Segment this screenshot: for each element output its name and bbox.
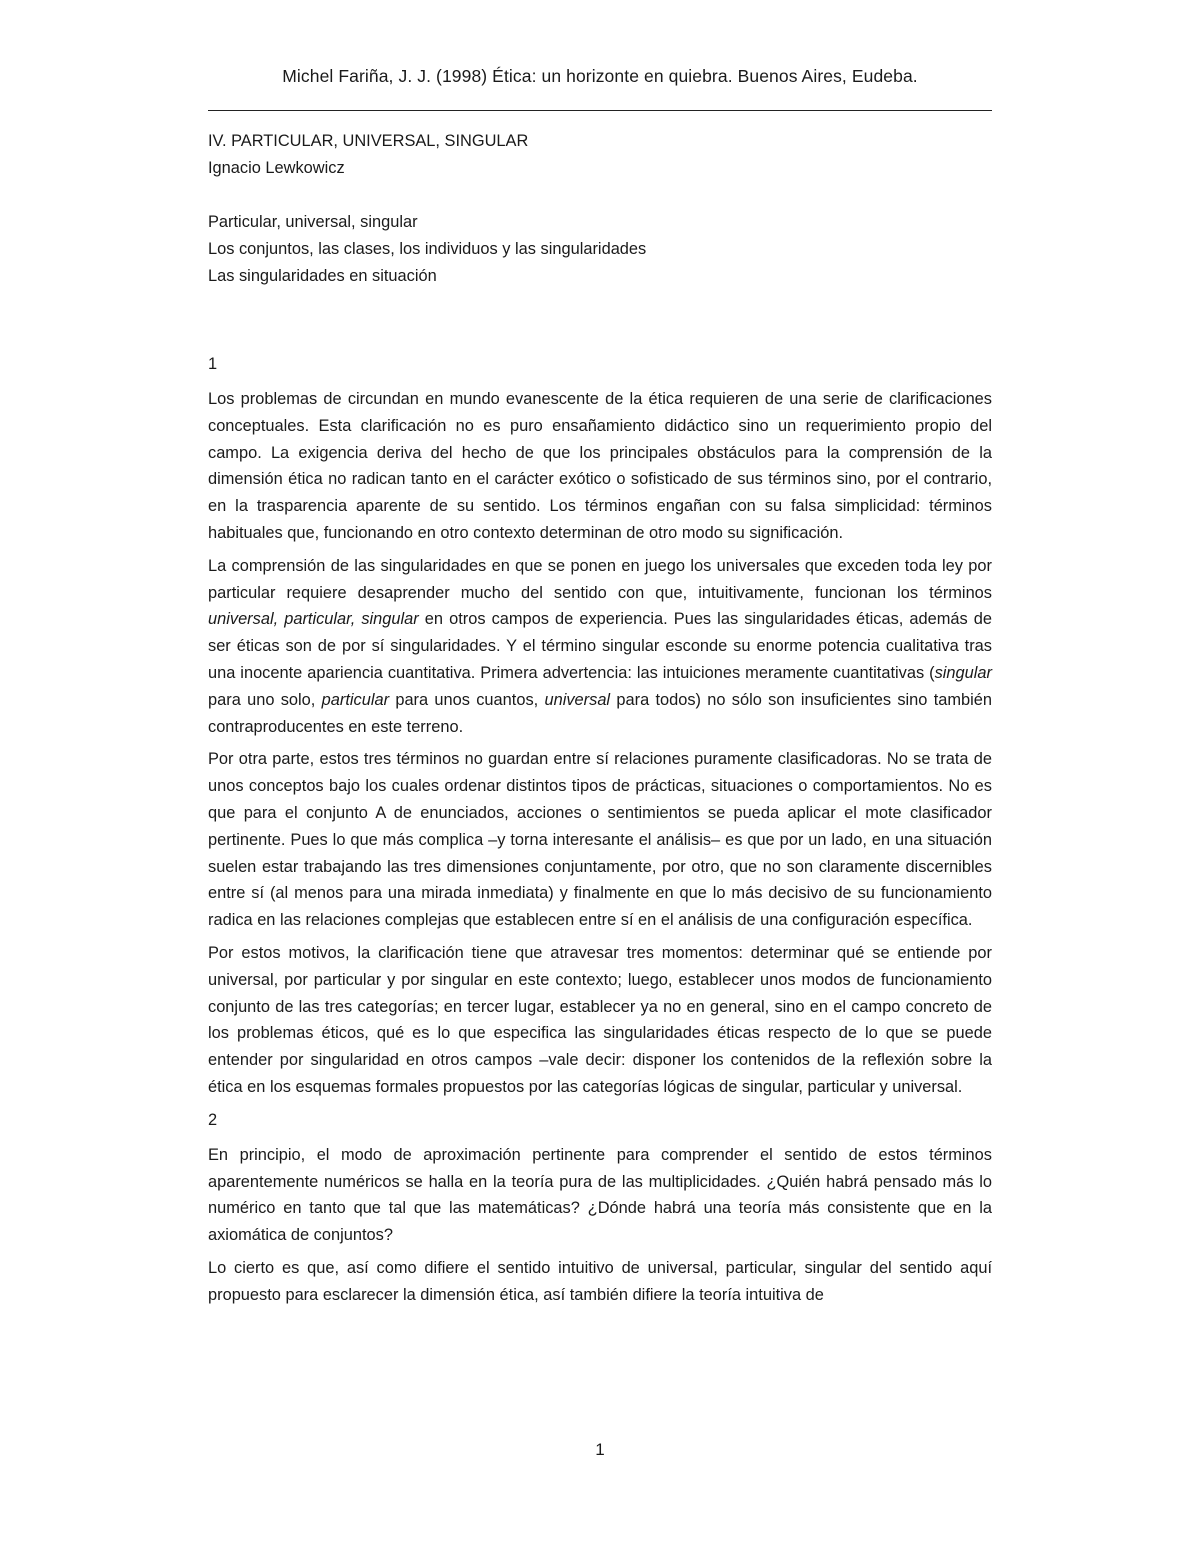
body-paragraph: La comprensión de las singularidades en que se ponen en juego los universales que exceden toda ley por particular requiere desaprender mucho del sentido con que, intuitivamente, funcionan los términos universal, particular, singular en otros campos de experiencia. Pues las singularidades éticas, además de ser éticas son de por sí singularidades. Y el término singular esconde su enorme potencia cualitativa tras una inocente apariencia cuantitativa. Primera advertencia: las intuiciones meramente cuantitativas (singular para uno solo, particular para unos cuantos, universal para todos) no sólo son insuficientes sino también contraproducentes en este terreno. [208, 556, 993, 736]
section-number: 2 [208, 1110, 218, 1129]
spacer [208, 324, 992, 351]
page-content [208, 128, 992, 1315]
body-paragraph: En principio, el modo de aproximación pertinente para comprender el sentido de estos términos aparentemente numéricos se halla en la teoría pura de las multiplicidades. ¿Quién habrá pensado más lo numérico en tanto que tal que las matemáticas? ¿Dónde habrá una teoría más consistente que en la axiomática de conjuntos? [208, 1145, 992, 1245]
chapter-contents-list [208, 209, 992, 290]
contents-item: Las singularidades en situación [208, 267, 437, 285]
spacer [208, 290, 992, 324]
body-paragraph: Por otra parte, estos tres términos no guardan entre sí relaciones puramente clasificadoras. No se trata de unos conceptos bajo los cuales ordenar distintos tipos de prácticas, situaciones o comportamientos. No es que para el conjunto A de enunciados, acciones o sentimientos se pueda aplicar el mote clasificador pertinente. Pues lo que más complica –y torna interesante el análisis– es que por un lado, en una situación suelen estar trabajando las tres dimensiones conjuntamente, por otro, que no son claramente discernibles entre sí (al menos para una mirada inmediata) y finalmente en que lo más decisivo de su funcionamiento radica en las relaciones complejas que establecen entre sí en el análisis de una configuración específica. [208, 750, 992, 930]
chapter-title: IV. PARTICULAR, UNIVERSAL, SINGULAR [208, 132, 529, 150]
body-paragraph: Los problemas de circundan en mundo evanescente de la ética requieren de una serie de clarificaciones conceptuales. Esta clarificación no es puro ensañamiento didáctico sino un requerimiento propio del campo. La exigencia deriva del hecho de que los principales obstáculos para la comprensión de la dimensión ética no radican tanto en el carácter exótico o sofisticado de sus términos sino, por el contrario, en la trasparencia aparente de su sentido. Los términos engañan con su falsa simplicidad: términos habituales que, funcionando en otro contexto determinan de otro modo su significación. [208, 390, 992, 542]
spacer [208, 182, 992, 209]
running-header-citation: Michel Fariña, J. J. (1998) Ética: un horizonte en quiebra. Buenos Aires, Eudeba. [282, 66, 918, 86]
page-number: 1 [595, 1440, 605, 1459]
contents-item: Particular, universal, singular [208, 213, 418, 231]
header-divider [208, 110, 992, 111]
section-number: 1 [208, 355, 218, 373]
body-paragraph: Lo cierto es que, así como difiere el sentido intuitivo de universal, particular, singular del sentido aquí propuesto para esclarecer la dimensión ética, así también difiere la teoría intuitiva de [208, 1258, 992, 1304]
contents-item: Los conjuntos, las clases, los individuos y las singularidades [208, 240, 647, 258]
chapter-author: Ignacio Lewkowicz [208, 159, 345, 177]
body-paragraph: Por estos motivos, la clarificación tiene que atravesar tres momentos: determinar qué se entiende por universal, por particular y por singular en este contexto; luego, establecer unos modos de funcionamiento conjunto de las tres categorías; en tercer lugar, establecer ya no en general, sino en el campo concreto de los problemas éticos, qué es lo que especifica las singularidades éticas respecto de lo que se puede entender por singularidad en otros campos –vale decir: disponer los contenidos de la reflexión sobre la ética en los esquemas formales propuestos por las categorías lógicas de singular, particular y universal. [208, 943, 992, 1096]
